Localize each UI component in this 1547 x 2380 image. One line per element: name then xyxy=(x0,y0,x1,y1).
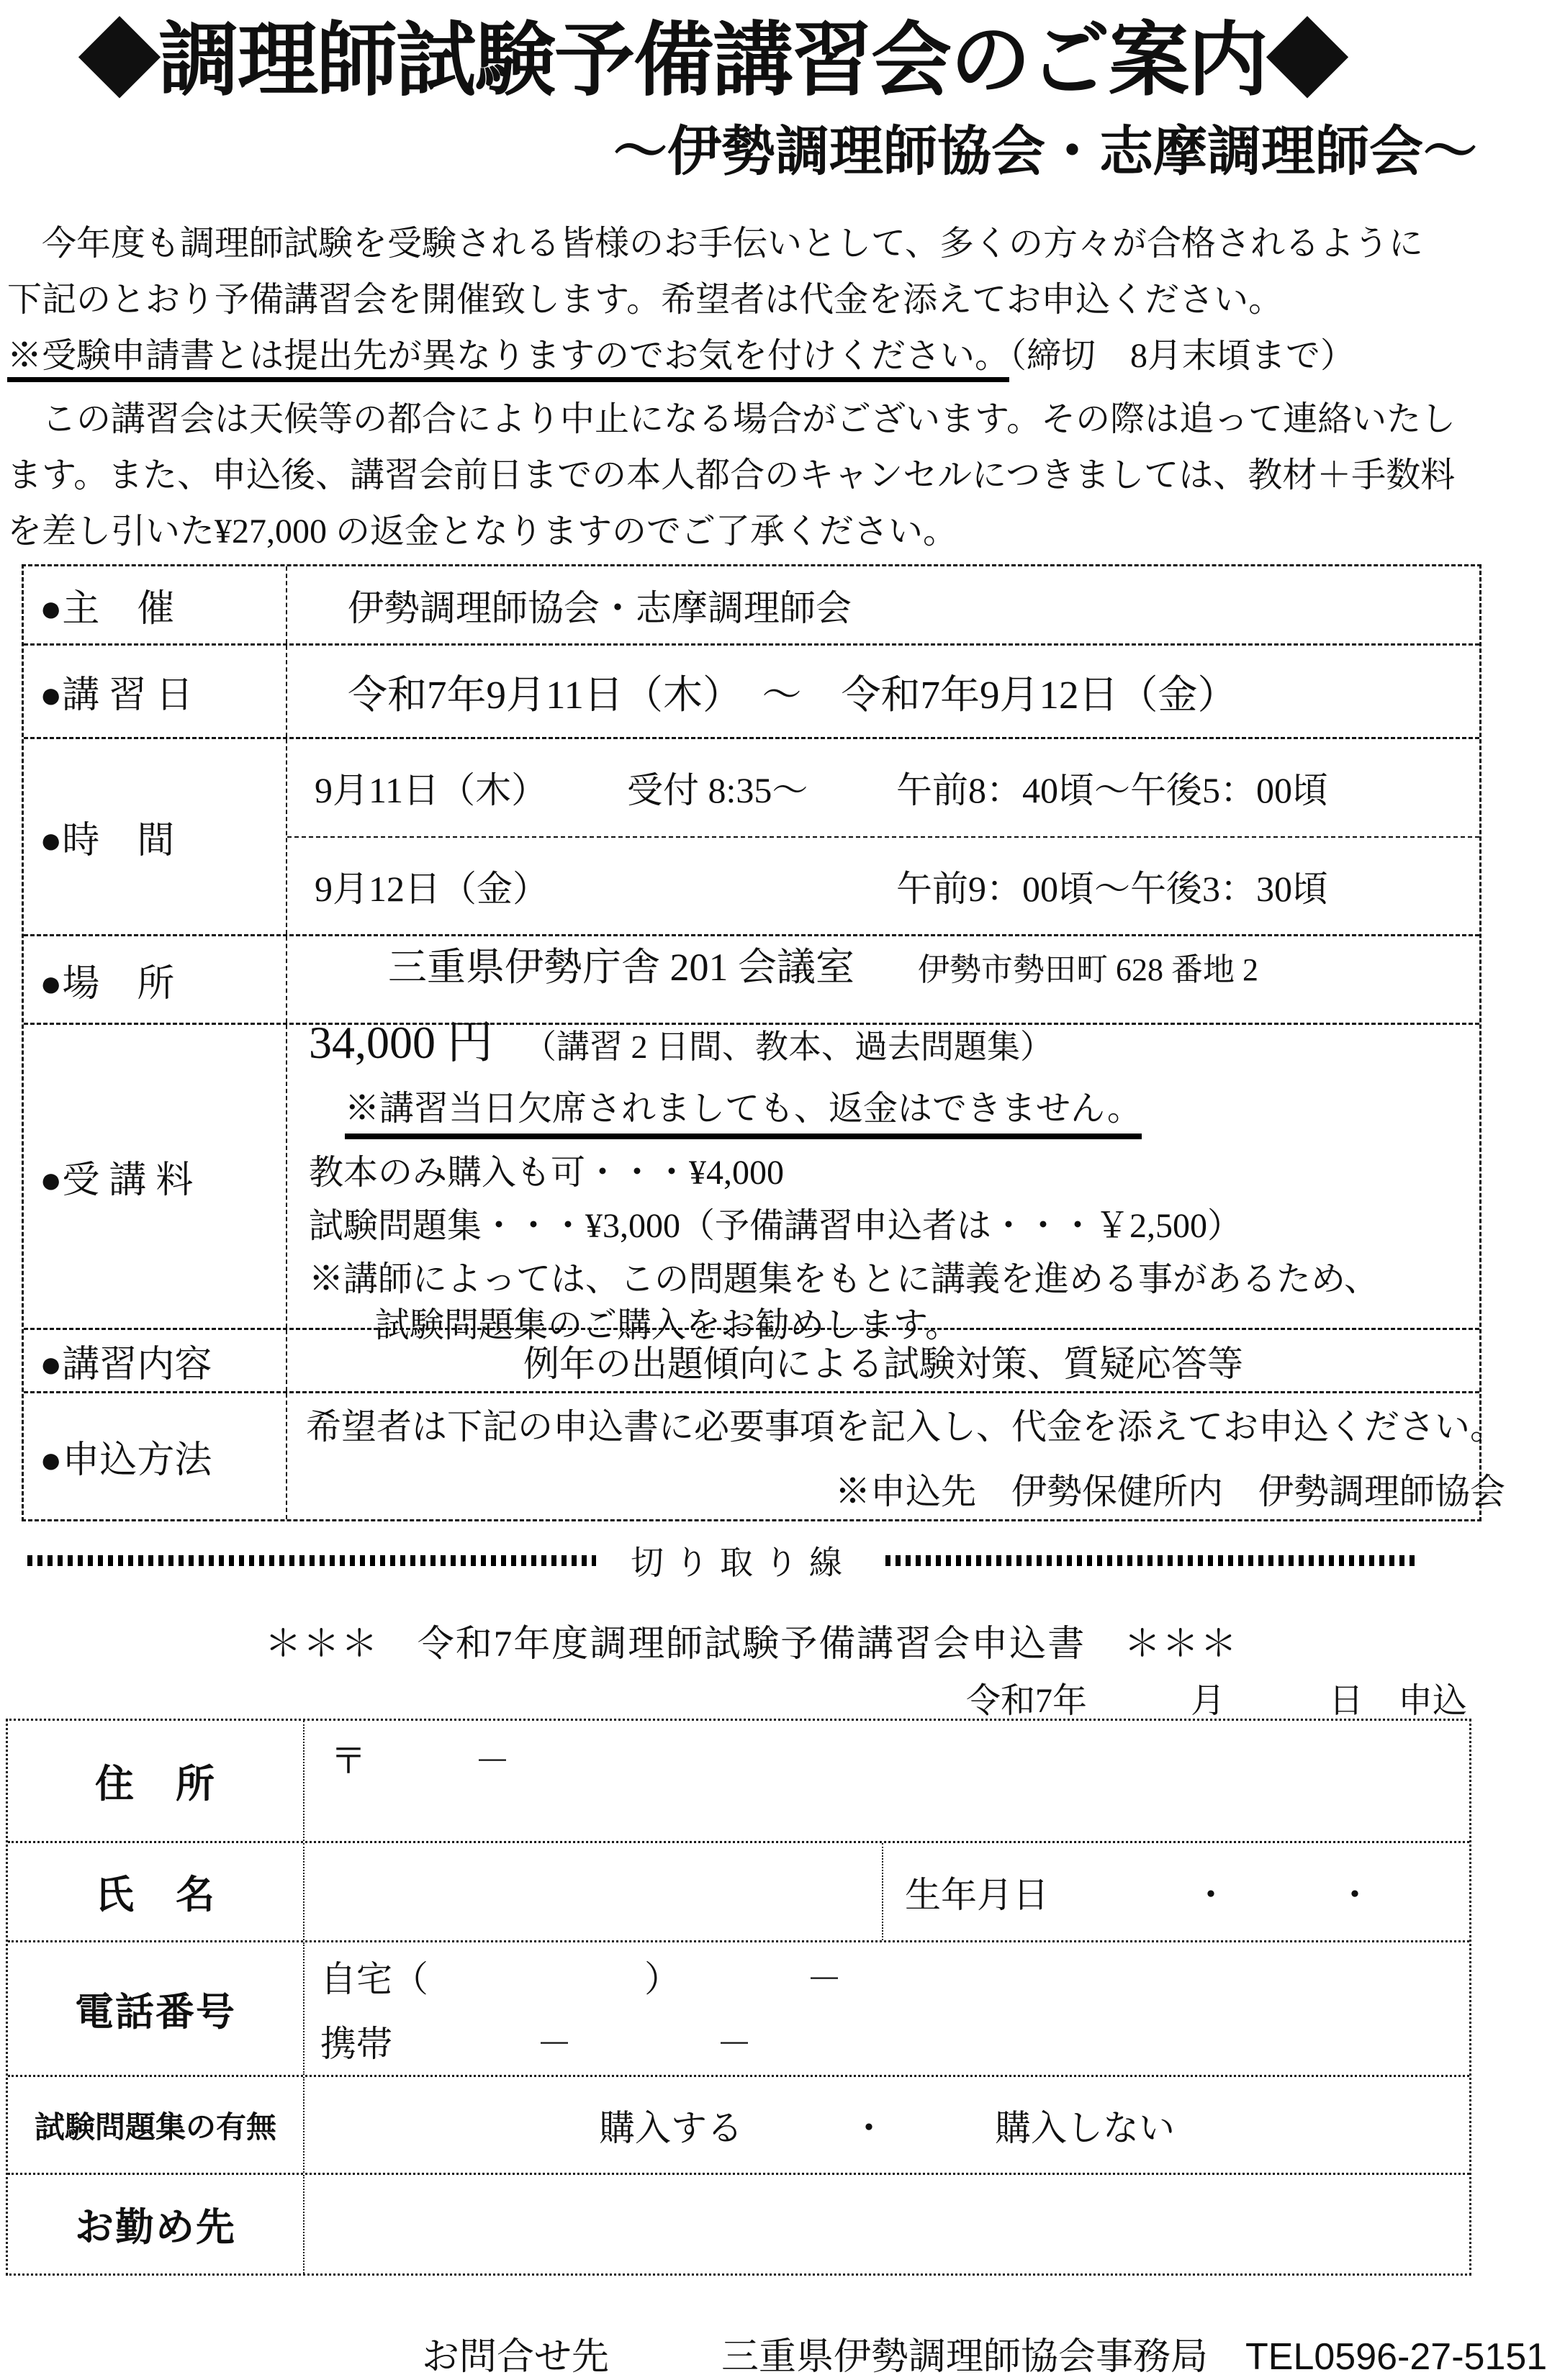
organizer-label: ●主 催 xyxy=(24,566,287,643)
employer-field xyxy=(305,2175,1469,2273)
schedule-label: ●時 間 xyxy=(24,739,287,934)
application-form-title: ＊＊＊ 令和7年度調理師試験予備講習会申込書 ＊＊＊ xyxy=(264,1624,1239,1665)
intro-line-5: ます。また、申込後、講習会前日までの本人都合のキャンセルにつきましては、教材＋手数料 xyxy=(7,456,1456,494)
name-label: 氏 名 xyxy=(8,1843,305,1940)
fee-price-line xyxy=(309,1005,1053,1072)
schedule-day1 xyxy=(287,739,1479,836)
how-to-apply-line2: ※申込先 伊勢保健所内 伊勢調理師協会 xyxy=(835,1471,1506,1511)
row-course-dates xyxy=(24,643,1479,737)
address-label: 住 所 xyxy=(8,1721,305,1841)
row-organizer xyxy=(24,566,1479,643)
intro-paragraphs xyxy=(7,216,1496,560)
address-field: 〒 － xyxy=(330,1741,510,1781)
how-to-apply-value xyxy=(287,1393,1517,1519)
schedule-day1-hours: 午前8：40頃～午後5：00頃 xyxy=(896,770,1328,811)
form-row-employer xyxy=(8,2173,1469,2273)
fee-warning-line xyxy=(345,1080,1142,1130)
fee-workbook-line: 試験問題集・・・¥3,000（予備講習申込者は・・・￥2,500） xyxy=(309,1207,1242,1245)
schedule-day2-hours: 午前9：00頃～午後3：30頃 xyxy=(896,868,1328,909)
fee-warning: ※講習当日欠席されましても、返金はできません。 xyxy=(345,1090,1142,1139)
fee-teacher-note-2: 試験問題集のご購入をお勧めします。 xyxy=(375,1306,960,1344)
row-course-content xyxy=(24,1328,1479,1391)
organizer-value: 伊勢調理師協会・志摩調理師会 xyxy=(348,587,852,628)
form-row-phone xyxy=(8,1940,1469,2075)
phone-field xyxy=(305,1942,1469,2075)
phone-mobile-line: 携帯 － － xyxy=(320,2024,752,2064)
row-how-to-apply xyxy=(24,1391,1506,1519)
workbook-options: 購入する ・ 購入しない xyxy=(599,2107,1175,2148)
row-schedule xyxy=(24,737,1479,934)
fee-value xyxy=(287,1017,1479,1344)
course-content-value: 例年の出題傾向による試験対策、質疑応答等 xyxy=(523,1343,1243,1384)
intro-note-deadline: （締切 8月末頃まで） xyxy=(1009,337,1356,375)
intro-note-underlined: ※受験申請書とは提出先が異なりますのでお気を付けください。 xyxy=(7,337,1009,382)
cut-line-dashes-right xyxy=(885,1555,1420,1566)
course-dates-value: 令和7年9月11日（木） ～ 令和7年9月12日（金） xyxy=(348,673,1237,717)
birthdate-field: 生年月日 ・ ・ xyxy=(882,1843,1469,1940)
contact-footer: お問合せ先 三重県伊勢調理師協会事務局 TEL0596-27-5151 xyxy=(422,2336,1547,2378)
phone-label: 電話番号 xyxy=(8,1942,305,2075)
schedule-value xyxy=(287,739,1479,934)
form-row-workbook xyxy=(8,2075,1469,2173)
intro-line-2: 下記のとおり予備講習会を開催致します。希望者は代金を添えてお申込ください。 xyxy=(7,281,1284,319)
page-subtitle: ～伊勢調理師協会・志摩調理師会～ xyxy=(613,121,1477,181)
fee-label: ●受 講 料 xyxy=(24,1025,287,1328)
intro-line-6: を差し引いた¥27,000 の返金となりますのでご了承ください。 xyxy=(7,512,958,551)
intro-line-4: この講習会は天候等の都合により中止になる場合がございます。その際は追って連絡いたし xyxy=(7,400,1456,438)
form-row-name xyxy=(8,1841,1469,1940)
course-info-table xyxy=(22,564,1506,1521)
schedule-day2 xyxy=(287,836,1479,935)
intro-note-line xyxy=(7,328,1496,384)
course-content-label: ●講習内容 xyxy=(24,1330,287,1391)
intro-line-1: 今年度も調理師試験を受験される皆様のお手伝いとして、多くの方々が合格されるように xyxy=(7,225,1424,263)
how-to-apply-line1: 希望者は下記の申込書に必要事項を記入し、代金を添えてお申込ください。 xyxy=(306,1406,1506,1447)
course-dates-label: ●講 習 日 xyxy=(24,646,287,737)
fee-teacher-note-1: ※講師によっては、この問題集をもとに講義を進める事があるため、 xyxy=(309,1260,1379,1298)
venue-address: 伊勢市勢田町 628 番地 2 xyxy=(918,952,1258,987)
fee-price-note: （講習 2 日間、教本、過去問題集） xyxy=(523,1028,1053,1065)
cut-line xyxy=(0,1540,1503,1580)
fee-textbook-line: 教本のみ購入も可・・・¥4,000 xyxy=(309,1154,785,1192)
page-title: ◆調理師試験予備講習会のご案内◆ xyxy=(79,15,1346,105)
phone-home-line: 自宅（ ） － xyxy=(320,1959,842,1999)
form-row-address xyxy=(8,1721,1469,1841)
employer-label: お勤め先 xyxy=(8,2175,305,2273)
application-date-line: 令和7年 月 日 申込 xyxy=(965,1682,1467,1720)
fee-price: 34,000 円 xyxy=(309,1017,493,1068)
row-fee xyxy=(24,1017,1479,1344)
how-to-apply-label: ●申込方法 xyxy=(24,1393,287,1519)
cut-line-label: 切り取り線 xyxy=(631,1544,854,1581)
application-form-table xyxy=(6,1719,1471,2276)
scanned-notice-page xyxy=(0,10,1547,2378)
schedule-day1-date: 9月11日（木） xyxy=(315,770,548,811)
name-blank-area xyxy=(305,1843,882,1940)
schedule-day1-reception: 受付 8:35～ xyxy=(627,770,808,811)
venue-name: 三重県伊勢庁舎 201 会議室 xyxy=(388,946,854,989)
cut-line-dashes-left xyxy=(27,1555,596,1566)
schedule-day2-date: 9月12日（金） xyxy=(315,868,549,909)
venue-label: ●場 所 xyxy=(24,936,287,1023)
name-field xyxy=(305,1843,1469,1940)
workbook-label: 試験問題集の有無 xyxy=(8,2077,305,2173)
